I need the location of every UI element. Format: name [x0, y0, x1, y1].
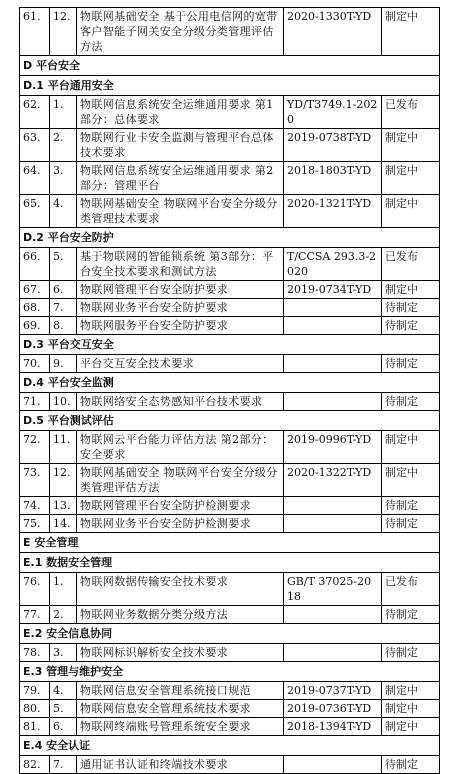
row-sub-number: 3.: [50, 162, 77, 195]
standard-code: [284, 393, 382, 411]
section-title: E 安全管理: [20, 533, 382, 553]
row-number: 79.: [20, 682, 50, 700]
row-number: 81.: [20, 718, 50, 736]
standard-code: [284, 317, 382, 335]
subsection-title: D.5 平台测试评估: [20, 411, 382, 431]
subsection-header-row: [20, 553, 440, 573]
row-sub-number: 12.: [50, 8, 77, 56]
header-blank-cell: [382, 335, 440, 355]
subsection-title: E.3 管理与维护安全: [20, 662, 382, 682]
row-number: 66.: [20, 248, 50, 281]
table-row: [20, 497, 440, 515]
standard-status: 制定中: [382, 682, 440, 700]
table-row: [20, 248, 440, 281]
standard-title: 基于物联网的智能锁系统 第3部分：平台安全技术要求和测试方法: [77, 248, 284, 281]
row-number: 62.: [20, 96, 50, 129]
row-sub-number: 8.: [50, 317, 77, 335]
standard-code: 2020-1330T-YD: [284, 8, 382, 56]
standard-code: GB/T 37025-2018: [284, 573, 382, 606]
header-blank-cell: [382, 553, 440, 573]
row-sub-number: 3.: [50, 644, 77, 662]
standard-code: T/CCSA 293.3-2020: [284, 248, 382, 281]
standard-title: 通用证书认证和终端技术要求: [77, 756, 284, 774]
row-sub-number: 11.: [50, 431, 77, 464]
row-number: 63.: [20, 129, 50, 162]
subsection-header-row: [20, 335, 440, 355]
row-number: 73.: [20, 464, 50, 497]
standard-code: [284, 497, 382, 515]
standard-title: 物联网信息系统安全运维通用要求 第2部分：管理平台: [77, 162, 284, 195]
row-number: 75.: [20, 515, 50, 533]
standard-title: 物联网业务平台安全防护要求: [77, 299, 284, 317]
standard-code: [284, 299, 382, 317]
standard-code: [284, 355, 382, 373]
subsection-header-row: [20, 624, 440, 644]
table-row: [20, 606, 440, 624]
subsection-title: E.4 安全认证: [20, 736, 382, 756]
row-sub-number: 6.: [50, 281, 77, 299]
standard-title: 平台交互安全技术要求: [77, 355, 284, 373]
row-sub-number: 1.: [50, 573, 77, 606]
standard-code: 2019-0736T-YD: [284, 700, 382, 718]
table-row: [20, 756, 440, 774]
row-sub-number: 5.: [50, 700, 77, 718]
standard-status: 待制定: [382, 606, 440, 624]
row-sub-number: 4.: [50, 195, 77, 228]
row-number: 70.: [20, 355, 50, 373]
standards-table-body: [20, 8, 440, 774]
table-row: [20, 700, 440, 718]
row-sub-number: 4.: [50, 682, 77, 700]
standard-code: 2019-0996T-YD: [284, 431, 382, 464]
standard-status: 待制定: [382, 299, 440, 317]
standard-status: 制定中: [382, 464, 440, 497]
standard-title: 物联网信息系统安全运维通用要求 第1部分：总体要求: [77, 96, 284, 129]
standard-status: 已发布: [382, 96, 440, 129]
row-sub-number: 2.: [50, 129, 77, 162]
row-sub-number: 9.: [50, 355, 77, 373]
table-row: [20, 162, 440, 195]
standard-status: 待制定: [382, 515, 440, 533]
standard-code: [284, 606, 382, 624]
standard-code: YD/T3749.1-2020: [284, 96, 382, 129]
row-sub-number: 5.: [50, 248, 77, 281]
header-blank-cell: [382, 662, 440, 682]
standard-status: 待制定: [382, 355, 440, 373]
standard-code: [284, 644, 382, 662]
header-blank-cell: [382, 624, 440, 644]
row-sub-number: 10.: [50, 393, 77, 411]
standard-code: 2020-1321T-YD: [284, 195, 382, 228]
table-row: [20, 299, 440, 317]
header-blank-cell: [382, 411, 440, 431]
standard-status: 已发布: [382, 248, 440, 281]
section-header-row: [20, 56, 440, 76]
row-sub-number: 13.: [50, 497, 77, 515]
standard-code: 2020-1322T-YD: [284, 464, 382, 497]
standard-status: 制定中: [382, 129, 440, 162]
section-title: D 平台安全: [20, 56, 382, 76]
standard-code: [284, 756, 382, 774]
standard-code: [284, 515, 382, 533]
header-blank-cell: [382, 736, 440, 756]
subsection-header-row: [20, 373, 440, 393]
table-row: [20, 8, 440, 56]
standard-title: 物联网服务平台安全防护要求: [77, 317, 284, 335]
table-row: [20, 195, 440, 228]
standard-status: 制定中: [382, 8, 440, 56]
subsection-title: D.1 平台通用安全: [20, 76, 382, 96]
row-number: 82.: [20, 756, 50, 774]
standard-status: 待制定: [382, 644, 440, 662]
subsection-title: D.4 平台安全监测: [20, 373, 382, 393]
table-row: [20, 393, 440, 411]
standard-title: 物联网云平台能力评估方法 第2部分：安全要求: [77, 431, 284, 464]
standard-code: 2018-1394T-YD: [284, 718, 382, 736]
standard-title: 物联网管理平台安全防护检测要求: [77, 497, 284, 515]
standard-title: 物联网基础安全 物联网平台安全分级分类管理技术要求: [77, 195, 284, 228]
table-row: [20, 96, 440, 129]
standard-title: 物联网络安全态势感知平台技术要求: [77, 393, 284, 411]
standard-code: 2018-1803T-YD: [284, 162, 382, 195]
standard-status: 已发布: [382, 573, 440, 606]
row-sub-number: 12.: [50, 464, 77, 497]
standard-status: 制定中: [382, 718, 440, 736]
subsection-header-row: [20, 662, 440, 682]
standard-title: 物联网基础安全 基于公用电信网的宽带客户智能子网关安全分级分类管理评估方法: [77, 8, 284, 56]
section-header-row: [20, 533, 440, 553]
row-sub-number: 7.: [50, 299, 77, 317]
row-number: 76.: [20, 573, 50, 606]
table-row: [20, 682, 440, 700]
standard-status: 待制定: [382, 317, 440, 335]
standard-code: 2019-0737T-YD: [284, 682, 382, 700]
standard-title: 物联网信息安全管理系统技术要求: [77, 700, 284, 718]
row-number: 68.: [20, 299, 50, 317]
standard-status: 制定中: [382, 162, 440, 195]
table-row: [20, 129, 440, 162]
table-row: [20, 573, 440, 606]
row-number: 72.: [20, 431, 50, 464]
table-row: [20, 464, 440, 497]
row-sub-number: 7.: [50, 756, 77, 774]
table-row: [20, 718, 440, 736]
standard-status: 制定中: [382, 700, 440, 718]
row-sub-number: 14.: [50, 515, 77, 533]
standard-status: 制定中: [382, 431, 440, 464]
standard-title: 物联网信息安全管理系统接口规范: [77, 682, 284, 700]
table-row: [20, 317, 440, 335]
standard-title: 物联网数据传输安全技术要求: [77, 573, 284, 606]
standard-status: 制定中: [382, 195, 440, 228]
table-row: [20, 644, 440, 662]
table-row: [20, 281, 440, 299]
header-blank-cell: [382, 56, 440, 76]
row-sub-number: 2.: [50, 606, 77, 624]
standard-status: 制定中: [382, 281, 440, 299]
table-row: [20, 355, 440, 373]
standard-code: 2019-0734T-YD: [284, 281, 382, 299]
standard-status: 待制定: [382, 393, 440, 411]
header-blank-cell: [382, 228, 440, 248]
subsection-header-row: [20, 228, 440, 248]
row-number: 78.: [20, 644, 50, 662]
subsection-title: E.2 安全信息协同: [20, 624, 382, 644]
standard-title: 物联网业务数据分类分级方法: [77, 606, 284, 624]
subsection-header-row: [20, 411, 440, 431]
row-number: 74.: [20, 497, 50, 515]
header-blank-cell: [382, 533, 440, 553]
standard-status: 待制定: [382, 497, 440, 515]
row-number: 67.: [20, 281, 50, 299]
row-number: 77.: [20, 606, 50, 624]
header-blank-cell: [382, 373, 440, 393]
standard-status: 待制定: [382, 756, 440, 774]
subsection-header-row: [20, 76, 440, 96]
subsection-title: D.3 平台交互安全: [20, 335, 382, 355]
row-number: 64.: [20, 162, 50, 195]
table-row: [20, 515, 440, 533]
subsection-header-row: [20, 736, 440, 756]
standards-table: [19, 7, 440, 774]
row-number: 71.: [20, 393, 50, 411]
row-number: 80.: [20, 700, 50, 718]
subsection-title: E.1 数据安全管理: [20, 553, 382, 573]
row-sub-number: 6.: [50, 718, 77, 736]
standard-title: 物联网行业卡安全监测与管理平台总体技术要求: [77, 129, 284, 162]
row-number: 65.: [20, 195, 50, 228]
standard-title: 物联网标识解析安全技术要求: [77, 644, 284, 662]
row-number: 69.: [20, 317, 50, 335]
standard-title: 物联网管理平台安全防护要求: [77, 281, 284, 299]
standard-code: 2019-0738T-YD: [284, 129, 382, 162]
subsection-title: D.2 平台安全防护: [20, 228, 382, 248]
standard-title: 物联网基础安全 物联网平台安全分级分类管理评估方法: [77, 464, 284, 497]
table-row: [20, 431, 440, 464]
row-number: 61.: [20, 8, 50, 56]
header-blank-cell: [382, 76, 440, 96]
row-sub-number: 1.: [50, 96, 77, 129]
standard-title: 物联网业务平台安全防护检测要求: [77, 515, 284, 533]
standard-title: 物联网终端账号管理系统安全要求: [77, 718, 284, 736]
